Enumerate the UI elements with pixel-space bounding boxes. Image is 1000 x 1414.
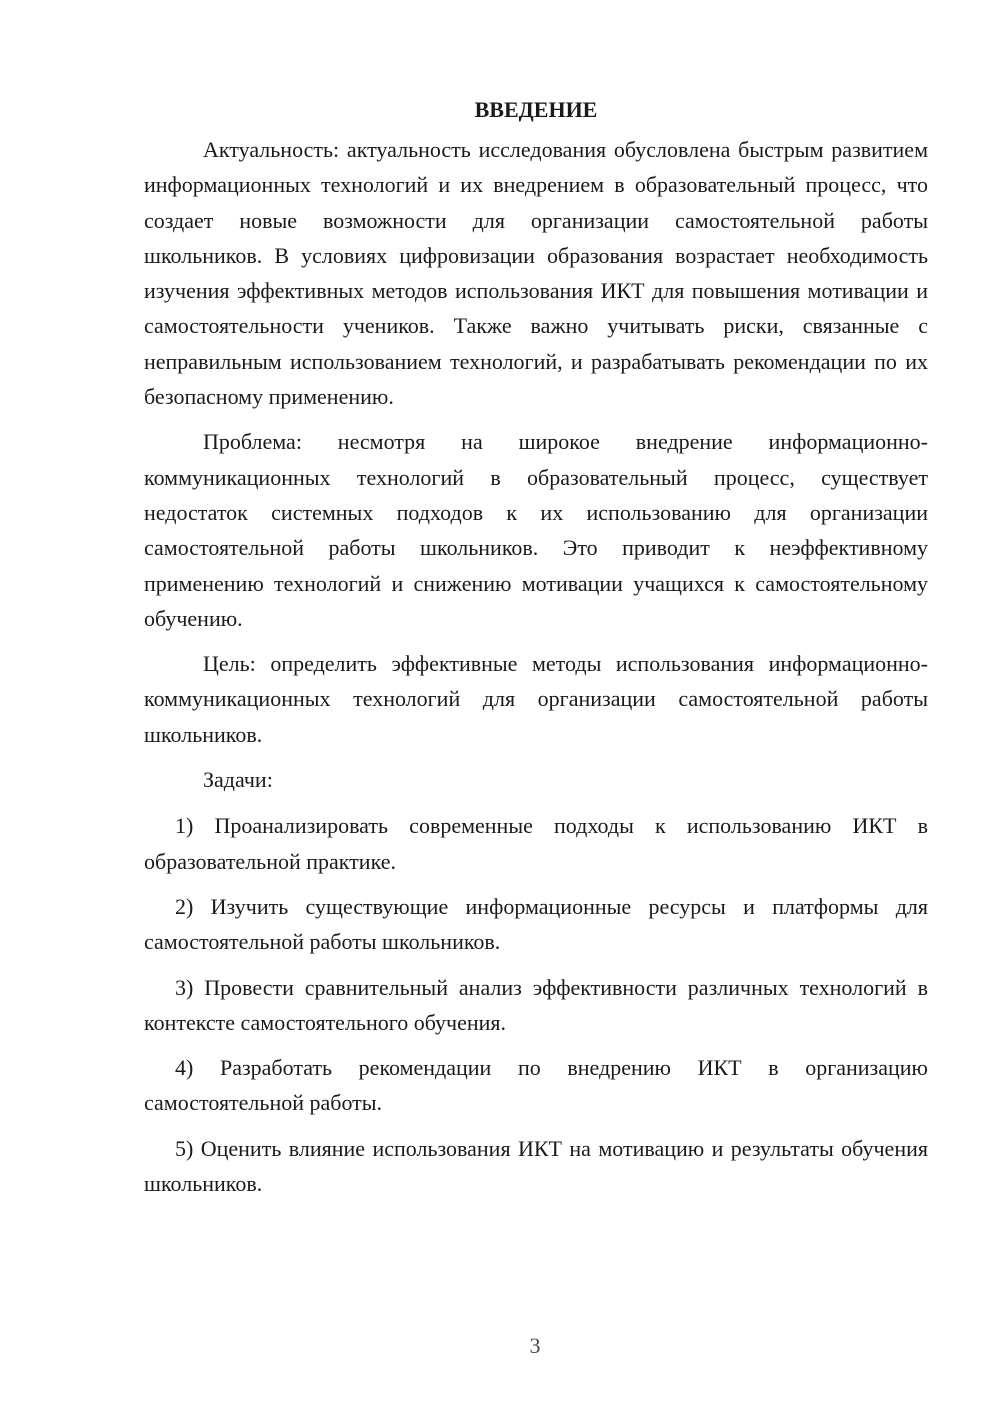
tasks-list (144, 808, 928, 1201)
paragraph-problem: Проблема: несмотря на широкое внедрение информационно-коммуникационных технологий в образовательный процесс, существует недостаток системных подходов к их использованию для организации самостоятельной работы школьников. Это приводит к неэффективному применению технологий и снижению мотивации учащихся к самостоятельному обучению. (144, 429, 928, 631)
task-item: 4) Разработать рекомендации по внедрению ИКТ в организацию самостоятельной работы. (144, 1055, 928, 1116)
task-item: 1) Проанализировать современные подходы к использованию ИКТ в образовательной практике. (144, 813, 928, 874)
task-item: 2) Изучить существующие информационные ресурсы и платформы для самостоятельной работы школьников. (144, 893, 928, 955)
task-item: 5) Оценить влияние использования ИКТ на мотивацию и результаты обучения школьников. (144, 1135, 928, 1197)
section-heading: ВВЕДЕНИЕ (474, 97, 598, 122)
page-number: 3 (529, 1333, 541, 1358)
paragraph-goal: Цель: определить эффективные методы использования информационно-коммуникационных технологий для организации самостоятельной работы школьников. (144, 651, 928, 747)
tasks-label: Задачи: (203, 767, 273, 793)
paragraph-relevance: Актуальность: актуальность исследования обусловлена быстрым развитием информационных технологий и их внедрением в образовательный процесс, что создает новые возможности для организации самостоятельной работы школьников. В условиях цифровизации образования возрастает необходимость изучения эффективных методов использования ИКТ для повышения мотивации и самостоятельности учеников. Также важно учитывать риски, связанные с неправильным использованием технологий, и разрабатывать рекомендации по их безопасному применению. (144, 137, 928, 410)
document-page (144, 92, 928, 1211)
task-item: 3) Провести сравнительный анализ эффективности различных технологий в контексте самостоятельного обучения. (144, 974, 928, 1035)
